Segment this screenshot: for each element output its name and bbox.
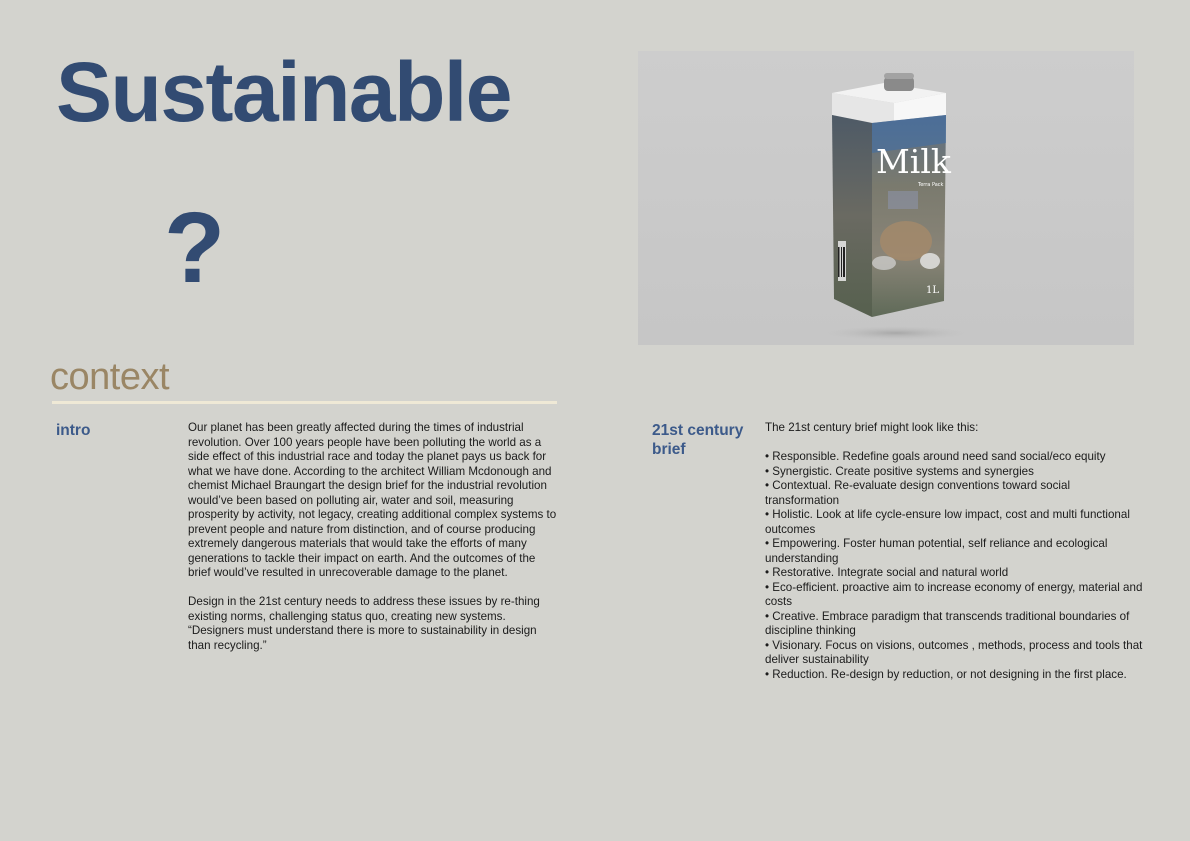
- brief-item: • Restorative. Integrate social and natural world: [765, 566, 1009, 579]
- intro-label: intro: [56, 422, 91, 439]
- brief-text: [765, 421, 1143, 682]
- brief-item: • Visionary. Focus on visions, outcomes , methods, process and tools that deliver sustainability: [765, 638, 1143, 666]
- page-title: Sustainable: [56, 45, 511, 139]
- section-divider: [52, 401, 557, 404]
- brief-label: 21st century brief: [652, 422, 744, 458]
- brief-item: • Contextual. Re-evaluate design conventions toward social transformation: [765, 479, 1071, 507]
- milk-carton-illustration: [638, 51, 1134, 345]
- section-heading: context: [50, 356, 170, 398]
- carton-volume: 1L: [926, 285, 940, 296]
- brief-item: • Empowering. Foster human potential, self reliance and ecological understanding: [765, 537, 1108, 565]
- brief-item: • Reduction. Re-design by reduction, or not designing in the first place.: [765, 667, 1127, 681]
- brief-item: • Holistic. Look at life cycle-ensure low impact, cost and multi functional outcomes: [765, 508, 1130, 536]
- brief-item: • Creative. Embrace paradigm that transcends traditional boundaries of discipline thinking: [765, 609, 1130, 637]
- carton-sub-label: Terra Pack: [918, 182, 944, 188]
- brief-item: • Eco-efficient. proactive aim to increase economy of energy, material and costs: [765, 580, 1143, 608]
- brief-lead: The 21st century brief might look like this:: [765, 421, 979, 434]
- intro-text: [188, 421, 560, 653]
- milk-carton-photo: [638, 51, 1134, 345]
- brief-item: • Responsible. Redefine goals around need sand social/eco equity: [765, 450, 1106, 463]
- brief-list: [765, 450, 1143, 682]
- intro-paragraph-1: Our planet has been greatly affected during the times of industrial revolution. Over 100 years people have been polluting the world as a side effect of this industrial race and today the planet pays us back for what we have done. According to the architect William Mcdonough and chemist Michael Braungart the design brief for the industrial revolution would’ve been based on polluting air, water and soil, measuring prosperity by activity, not legacy, creating additional complex systems to prevent people and nature from distinction, and of course producing extremely dangerous materials that would take the efforts of many generations to tackle their impact on earth. And the outcomes of the brief would’ve resulted in unrecoverable damage to the planet.: [188, 421, 557, 579]
- barcode: [838, 247, 845, 277]
- question-mark: ?: [164, 192, 226, 304]
- brief-item: • Synergistic. Create positive systems and synergies: [765, 464, 1034, 478]
- intro-paragraph-2: Design in the 21st century needs to address these issues by re-thing existing norms, challenging status quo, creating new systems. “Designers must understand there is more to sustainability in design than recycling.”: [188, 595, 540, 652]
- carton-milk-label: Milk: [876, 142, 951, 181]
